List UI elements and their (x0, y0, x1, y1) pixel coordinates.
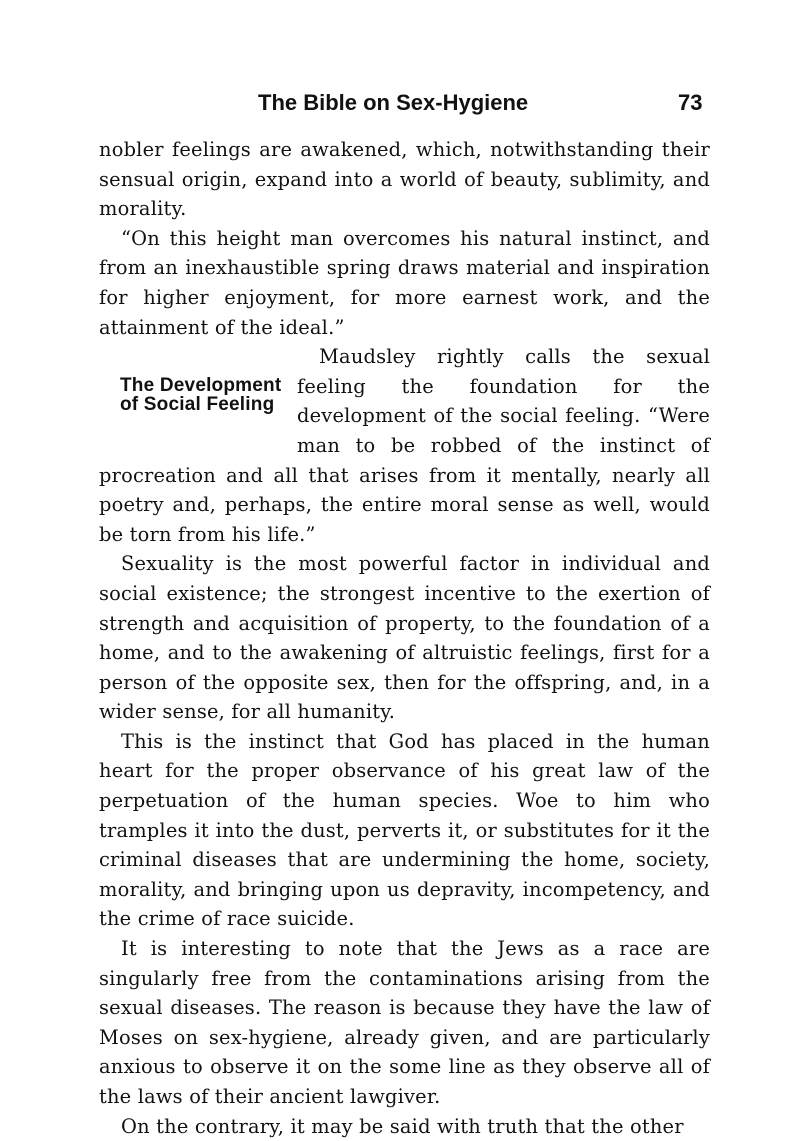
page-number: 73 (678, 90, 703, 115)
running-head (0, 90, 801, 124)
paragraph-3-text: Maudsley rightly calls the sexual feeling the foundation for the development of the social feeling. “Were man to be robbed of the instinct of procreation and all that arises from it mentally, nearly all poetry and, perhaps, the entire moral sense as well, would be torn from his life.” (99, 345, 710, 546)
paragraph-5: This is the instinct that God has placed in the human heart for the proper observance of his great law of the perpetuation of the human species. Woe to him who tramples it into the dust, perverts it, or substitutes for it the criminal diseases that are undermining the home, society, morality, and bringing upon us depravity, incompetency, and the crime of race suicide. (99, 729, 710, 931)
body-text (99, 135, 710, 1141)
paragraph-4: Sexuality is the most powerful factor in individual and social existence; the strongest incentive to the exertion of strength and acquisition of property, to the foundation of a home, and to the awakening of altruistic feelings, first for a person of the opposite sex, then for the offspring, and, in a wider sense, for all humanity. (99, 552, 710, 724)
paragraph-3 (99, 342, 710, 549)
paragraph-6: It is interesting to note that the Jews as a race are singularly free from the contaminations arising from the sexual diseases. The reason is because they have the law of Moses on sex-hygiene, already given, and are particularly anxious to observe it on the some line as they observe all of the laws of their ancient lawgiver. (99, 937, 710, 1108)
paragraph-1: nobler feelings are awakened, which, notwithstanding their sensual origin, expand into a world of beauty, sublimity, and morality. (99, 138, 710, 221)
marginal-heading-line-1: The Development (120, 375, 282, 397)
paragraph-2: “On this height man overcomes his natural instinct, and from an inexhaustible spring draws material and inspiration for higher enjoyment, for more earnest work, and the attainment of the ideal.” (99, 226, 710, 339)
sidenote-box (99, 372, 297, 460)
running-title: The Bible on Sex-Hygiene (258, 90, 529, 115)
marginal-heading-line-2: of Social Feeling (120, 394, 275, 416)
paragraph-7: On the contrary, it may be said with truth that the other (121, 1114, 684, 1138)
marginal-heading (98, 376, 281, 414)
